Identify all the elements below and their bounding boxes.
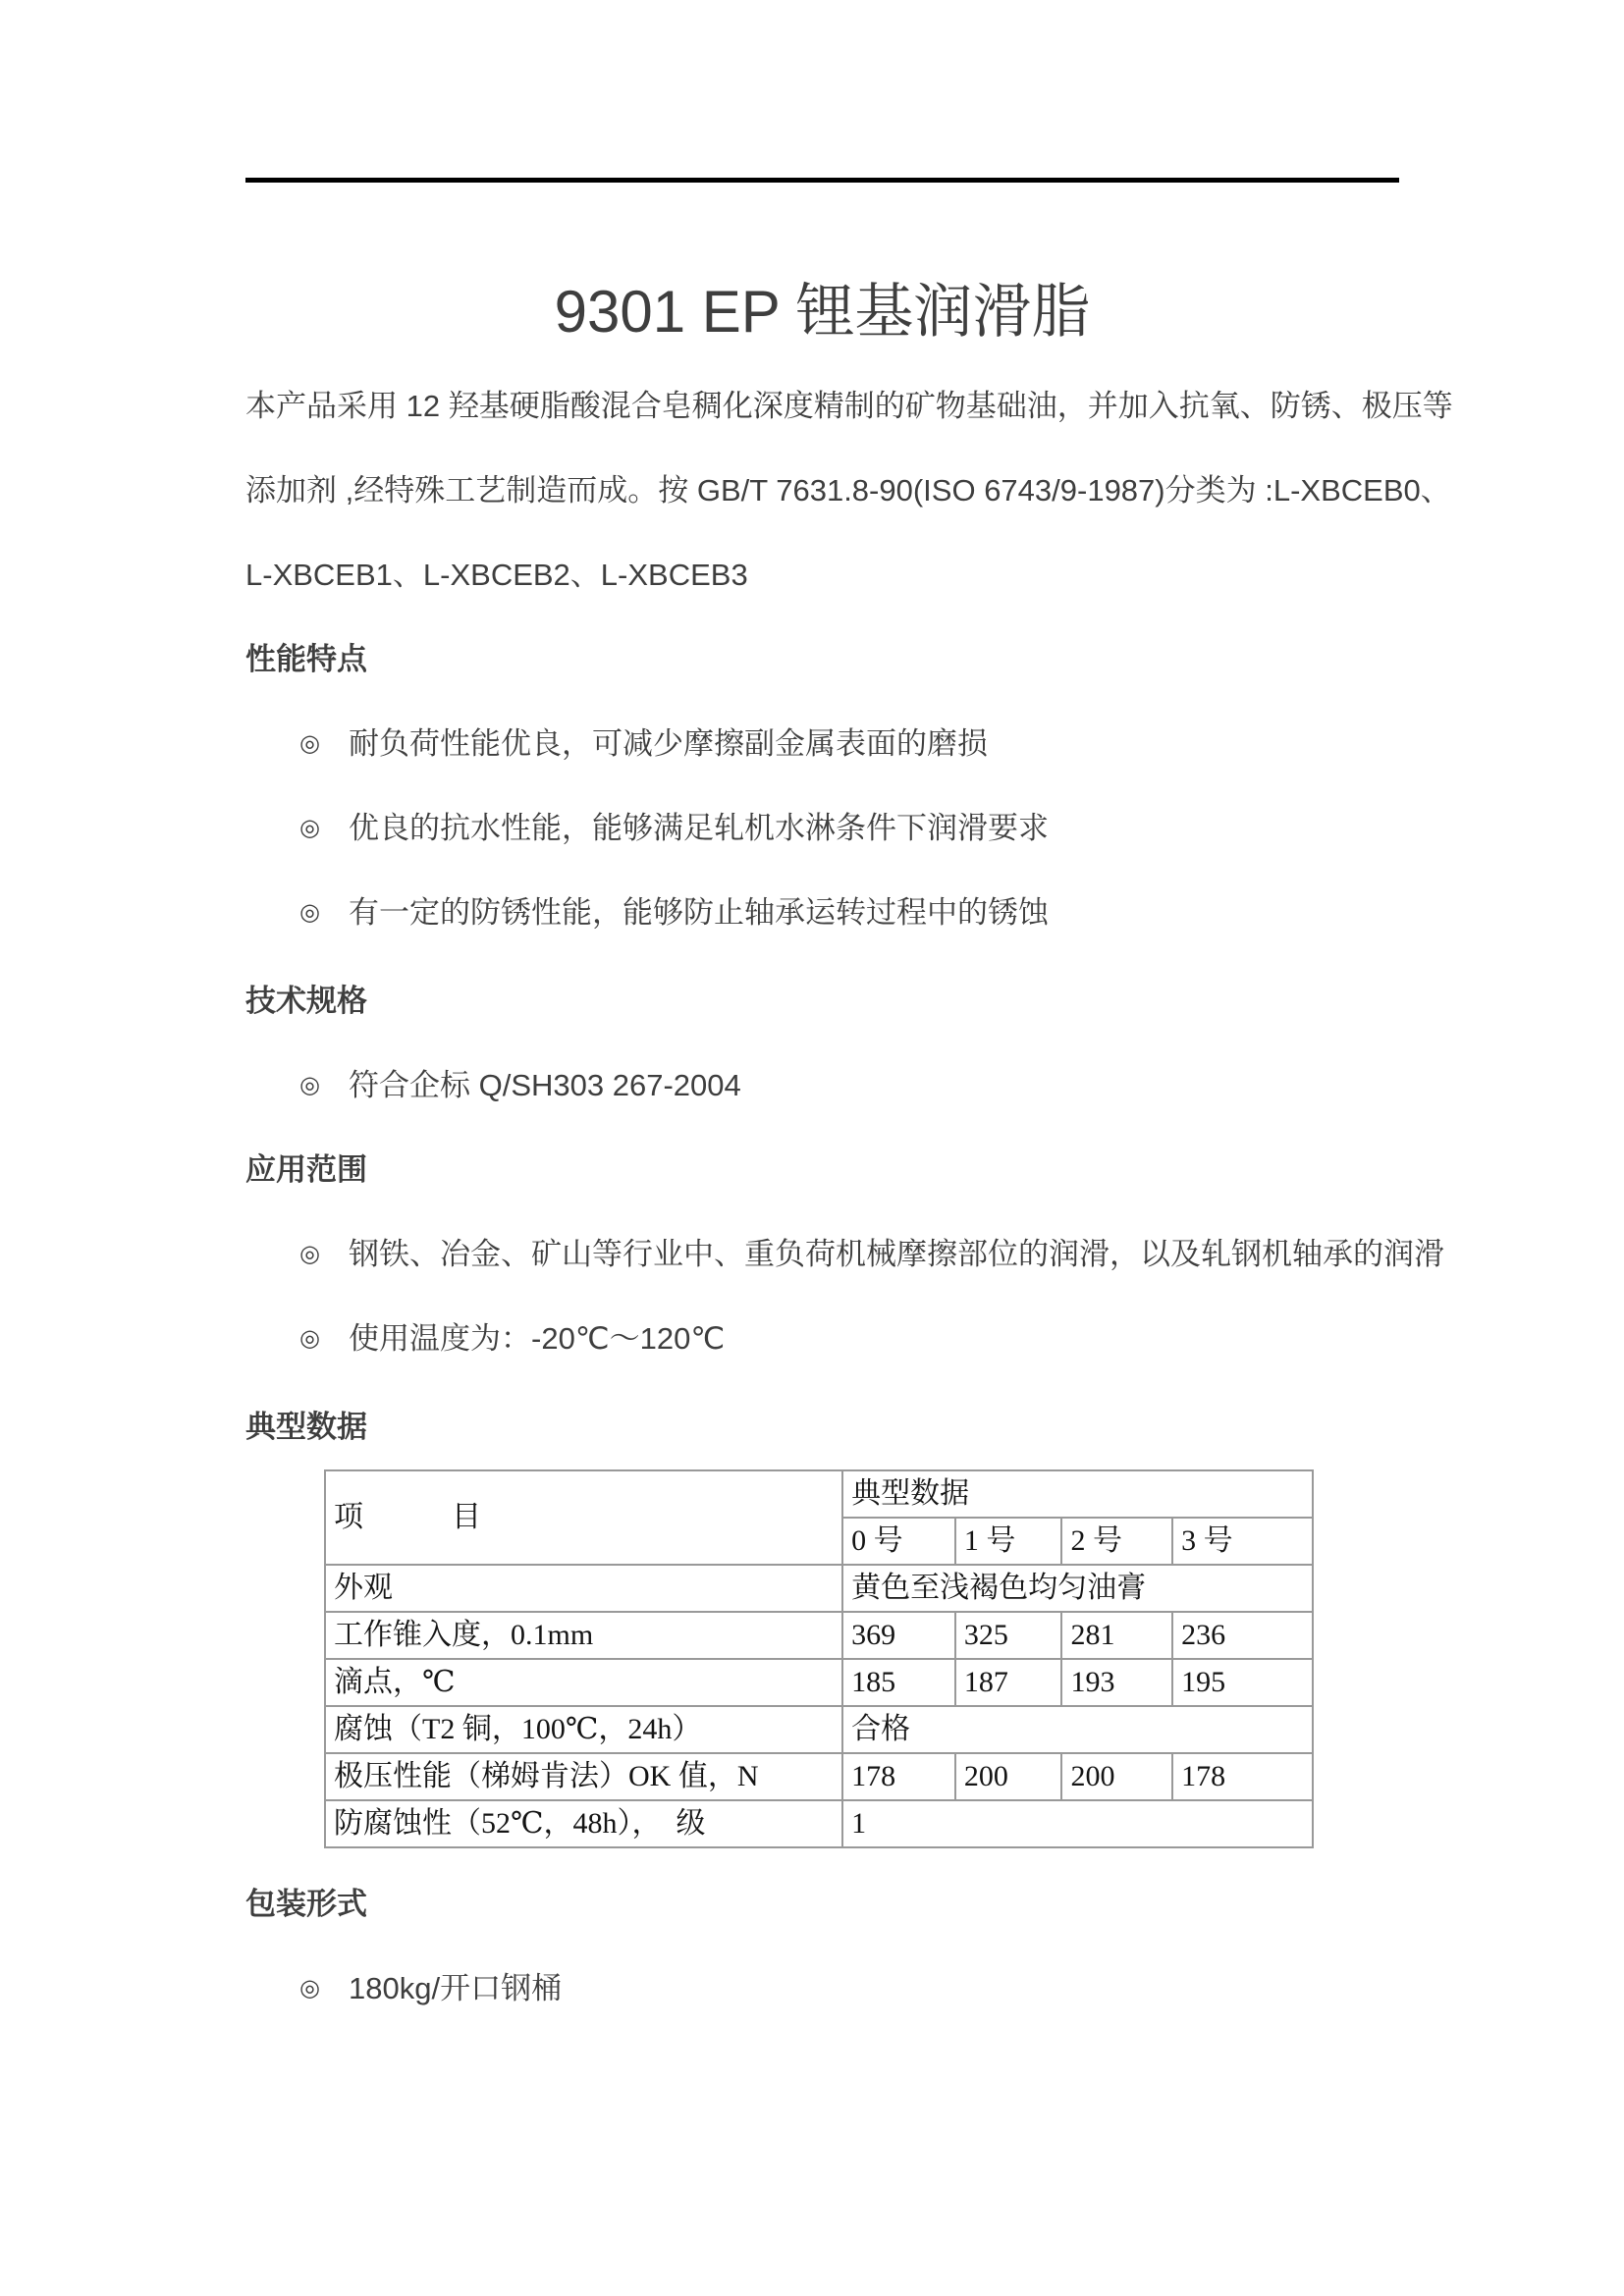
typical-data-table [324, 1469, 1314, 1848]
table-header-group: 典型数据 [842, 1470, 1313, 1518]
list-item-text: 钢铁、冶金、矿山等行业中、重负荷机械摩擦部位的润滑，以及轧钢机轴承的润滑 [349, 1237, 1444, 1271]
list-item [245, 1947, 1399, 2031]
row-label: 极压性能（梯姆肯法）OK 值，N [325, 1753, 842, 1800]
table-body [325, 1565, 1313, 1847]
bullet-list-specs [245, 1043, 1399, 1128]
row-value: 195 [1172, 1659, 1313, 1706]
list-item [245, 1212, 1444, 1297]
row-span-value: 黄色至浅褐色均匀油膏 [842, 1565, 1313, 1612]
grade-header-0: 0 号 [842, 1518, 955, 1565]
bullet-list-features [245, 702, 1399, 955]
list-item-text: 耐负荷性能优良，可减少摩擦副金属表面的磨损 [349, 726, 988, 761]
list-item-text: 符合企标 Q/SH303 267-2004 [349, 1068, 741, 1102]
table-header-item: 项 目 [325, 1470, 842, 1565]
table-row [325, 1612, 1313, 1659]
row-value: 193 [1061, 1659, 1172, 1706]
table-row [325, 1659, 1313, 1706]
bullet-icon: ◎ [299, 815, 320, 841]
row-span-value: 1 [842, 1800, 1313, 1847]
grade-header-1: 1 号 [955, 1518, 1062, 1565]
list-item [245, 871, 1399, 955]
row-value: 178 [842, 1753, 955, 1800]
bullet-list-packaging [245, 1947, 1399, 2031]
intro-line: 本产品采用 12 羟基硬脂酸混合皂稠化深度精制的矿物基础油，并加入抗氧、防锈、极压等 [245, 389, 1453, 423]
row-value: 200 [955, 1753, 1062, 1800]
row-value: 178 [1172, 1753, 1313, 1800]
bullet-icon: ◎ [299, 1325, 320, 1352]
row-value: 187 [955, 1659, 1062, 1706]
header-rule [245, 178, 1399, 183]
list-item-text: 使用温度为：-20℃～120℃ [349, 1321, 726, 1356]
row-value: 281 [1061, 1612, 1172, 1659]
bullet-icon: ◎ [299, 1241, 320, 1267]
section-heading-features: 性能特点 [245, 642, 367, 676]
section-heading-packaging: 包装形式 [245, 1887, 367, 1921]
section-heading-specs: 技术规格 [245, 984, 367, 1018]
list-item [245, 1043, 1399, 1128]
row-span-value: 合格 [842, 1706, 1313, 1753]
row-value: 369 [842, 1612, 955, 1659]
section-heading-typical-data: 典型数据 [245, 1410, 367, 1444]
intro-line: 添加剂 ,经特殊工艺制造而成。按 GB/T 7631.8-90(ISO 6743/9-1987)分类为 :L-XBCEB0、 [245, 473, 1451, 507]
page-title: 9301 EP 锂基润滑脂 [554, 279, 1091, 345]
row-value: 200 [1061, 1753, 1172, 1800]
bullet-icon: ◎ [299, 1072, 320, 1098]
bullet-list-applications [245, 1212, 1444, 1381]
bullet-icon: ◎ [299, 899, 320, 926]
bullet-icon: ◎ [299, 730, 320, 757]
row-label: 腐蚀（T2 铜，100℃，24h） [325, 1706, 842, 1753]
row-label: 工作锥入度，0.1mm [325, 1612, 842, 1659]
row-value: 185 [842, 1659, 955, 1706]
list-item-text: 有一定的防锈性能，能够防止轴承运转过程中的锈蚀 [349, 895, 1049, 930]
row-label: 外观 [325, 1565, 842, 1612]
table-row [325, 1800, 1313, 1847]
row-label: 滴点，℃ [325, 1659, 842, 1706]
list-item [245, 702, 1399, 786]
intro-paragraph [245, 364, 1453, 617]
grade-header-3: 3 号 [1172, 1518, 1313, 1565]
section-heading-applications: 应用范围 [245, 1152, 367, 1187]
grade-header-2: 2 号 [1061, 1518, 1172, 1565]
table-row [325, 1565, 1313, 1612]
table-row [325, 1753, 1313, 1800]
list-item-text: 180kg/开口钢桶 [349, 1971, 563, 2005]
row-value: 325 [955, 1612, 1062, 1659]
bullet-icon: ◎ [299, 1975, 320, 2002]
list-item [245, 786, 1399, 871]
table-header-row [325, 1470, 1313, 1518]
intro-line: L-XBCEB1、L-XBCEB2、L-XBCEB3 [245, 558, 748, 592]
list-item [245, 1297, 1399, 1381]
table-row [325, 1706, 1313, 1753]
list-item-text: 优良的抗水性能，能够满足轧机水淋条件下润滑要求 [349, 811, 1049, 845]
row-value: 236 [1172, 1612, 1313, 1659]
row-label: 防腐蚀性（52℃，48h）， 级 [325, 1800, 842, 1847]
